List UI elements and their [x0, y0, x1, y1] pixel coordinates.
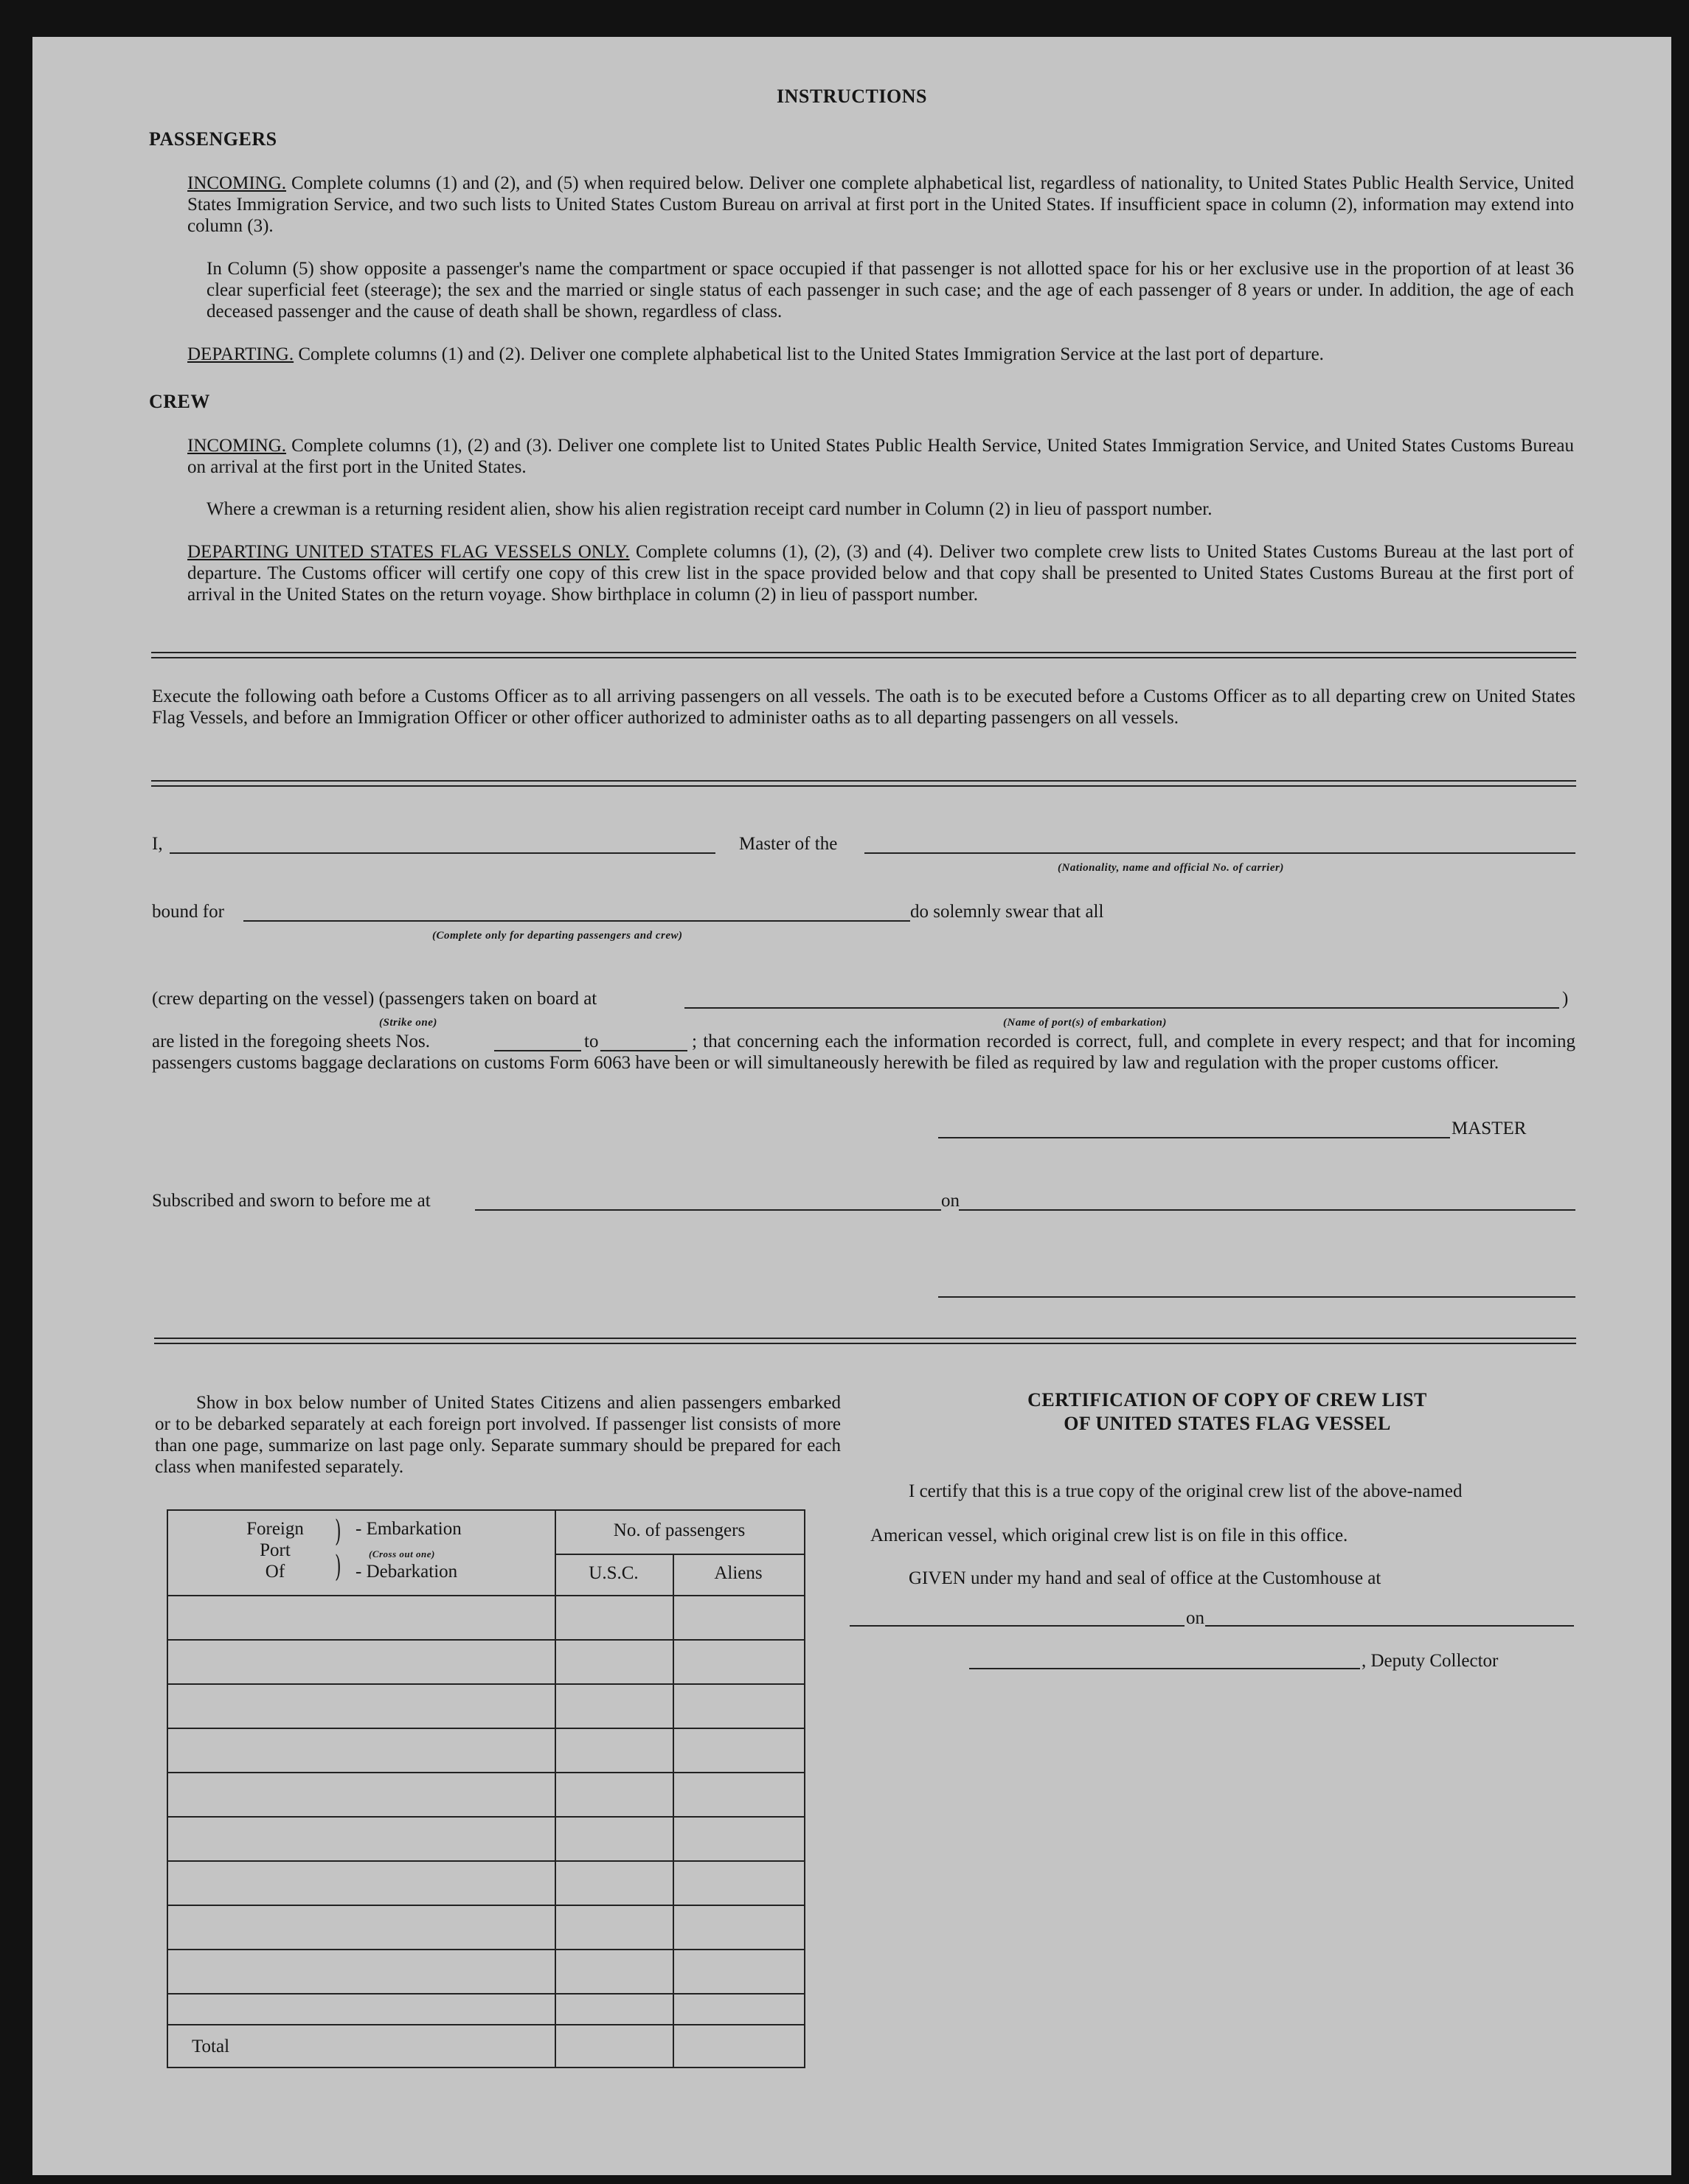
certification-title-line2: OF UNITED STATES FLAG VESSEL	[1064, 1413, 1391, 1434]
certification-title-line1: CERTIFICATION OF COPY OF CREW LIST	[1027, 1389, 1427, 1411]
table-row	[168, 1993, 804, 1995]
column5-paragraph: In Column (5) show opposite a passenger's name the compartment or space occupied if that passenger is not allotted space for his or her exclusive use in the proportion of at least 36 clear superficial feet (steerage); the sex and the married or single status of each passenger in such case; and the age of each passenger of 8 years or under. In addition, the age of each deceased passenger and the cause of death shall be shown, regardless of class.	[207, 259, 1574, 321]
crewman-paragraph: Where a crewman is a returning resident alien, show his alien registration receipt card number in Column (2) in lieu of passport number.	[207, 499, 1213, 519]
master-label: MASTER	[1452, 1119, 1527, 1138]
total-label: Total	[192, 2037, 230, 2056]
bound-note: (Complete only for departing passengers and crew)	[432, 930, 683, 942]
customhouse-place-field[interactable]	[850, 1625, 1185, 1627]
table-row	[168, 1905, 804, 1906]
sworn-on-label: on	[941, 1191, 960, 1211]
table-row	[168, 2024, 804, 2025]
master-name-field[interactable]	[170, 852, 715, 854]
form-page	[32, 37, 1671, 2175]
usc-header: U.S.C.	[589, 1563, 639, 1583]
table-row	[168, 1639, 804, 1641]
table-row	[168, 1860, 804, 1862]
incoming-text: Complete columns (1) and (2), and (5) when required below. Deliver one complete alphabetical list, regardless of nationality, to United States Public Health Service, United States Immigration Service, and two such lists to United States Custom Bureau on arrival at first port in the United States. If insufficient space in column (2), information may extend into column (3).	[187, 173, 1575, 236]
oath-intro: Execute the following oath before a Customs Officer as to all arriving passengers on all vessels. The oath is to be executed before a Customs Officer as to all departing crew on United States Flag Vessels, and before an Immigration Officer or other officer authorized to administer oaths as to all departing passengers on all vessels.	[152, 686, 1575, 728]
subscribed-label: Subscribed and sworn to before me at	[152, 1191, 431, 1211]
nationality-note: (Nationality, name and official No. of carrier)	[1058, 862, 1284, 874]
port-note: (Name of port(s) of embarkation)	[1003, 1017, 1167, 1029]
bound-for-field[interactable]	[243, 920, 910, 922]
embarkation-label: - Embarkation	[356, 1519, 462, 1539]
foreign-label: Foreign	[246, 1519, 304, 1539]
embarkation-port-field[interactable]	[684, 1007, 1559, 1009]
passengers-departing-paragraph	[187, 344, 1574, 365]
crew-incoming-label: INCOMING.	[187, 436, 287, 456]
table-row	[168, 1816, 804, 1818]
port-label: Port	[260, 1540, 291, 1560]
crew-departing-paragraph	[187, 541, 1574, 605]
crew-departing-label: DEPARTING UNITED STATES FLAG VESSELS ONLY.	[187, 542, 630, 562]
debarkation-label: - Debarkation	[356, 1562, 458, 1582]
given-text: GIVEN under my hand and seal of office at the Customhouse at	[909, 1568, 1381, 1588]
header-bottom-rule	[168, 1595, 804, 1596]
crew-heading: CREW	[149, 391, 210, 412]
bound-for-label: bound for	[152, 902, 224, 922]
sworn-date-field[interactable]	[959, 1209, 1575, 1211]
officer-signature-field[interactable]	[938, 1296, 1575, 1298]
departing-text: Complete columns (1) and (2). Deliver one complete alphabetical list to the United States Immigration Service at the last port of departure.	[298, 344, 1324, 364]
oath-i-label: I,	[152, 834, 163, 854]
master-of-label: Master of the	[739, 834, 838, 854]
certification-on-label: on	[1186, 1608, 1204, 1628]
cross-note: (Cross out one)	[369, 1548, 435, 1559]
certify-text: I certify that this is a true copy of the original crew list of the above-named	[909, 1481, 1463, 1501]
crew-departing-oath-label: (crew departing on the vessel) (passengers taken on board at	[152, 989, 597, 1009]
crew-incoming-text: Complete columns (1), (2) and (3). Deliver one complete list to United States Public Health Service, United States Immigration Service, and United States Customs Bureau on arrival at the first port in the United States.	[187, 436, 1574, 477]
passenger-summary-table	[167, 1509, 805, 2068]
master-signature-field[interactable]	[938, 1137, 1450, 1138]
table-divider	[555, 1554, 804, 1555]
incoming-label: INCOMING.	[187, 173, 287, 193]
listed-rest: ; that concerning each the information recorded is correct, full, and complete in every respect; and that for incoming passengers customs baggage declarations on customs Form 6063 have been or will simultaneously herewith be filed as required by law and regulation with the proper customs officer.	[152, 1032, 1575, 1073]
certification-date-field[interactable]	[1205, 1625, 1574, 1627]
aliens-header: Aliens	[714, 1563, 763, 1583]
passengers-heading: PASSENGERS	[149, 128, 277, 150]
swear-label: do solemnly swear that all	[910, 902, 1104, 922]
brace-icon: )	[335, 1550, 341, 1584]
listed-to-label: to	[584, 1032, 599, 1051]
table-row	[168, 1949, 804, 1950]
listed-start: are listed in the foregoing sheets Nos.	[152, 1032, 430, 1051]
separator-double-rule	[154, 1338, 1576, 1344]
instructions-title: INSTRUCTIONS	[777, 86, 927, 107]
crew-incoming-paragraph	[187, 435, 1574, 478]
american-text: American vessel, which original crew list is on file in this office.	[870, 1526, 1348, 1545]
deputy-collector-label: , Deputy Collector	[1362, 1651, 1499, 1671]
table-row	[168, 1772, 804, 1773]
table-row	[168, 1683, 804, 1685]
brace-icon: )	[335, 1514, 341, 1548]
passengers-incoming-paragraph	[187, 173, 1574, 237]
sworn-place-field[interactable]	[475, 1209, 941, 1211]
table-row	[168, 1728, 804, 1729]
of-label: Of	[265, 1562, 285, 1582]
table-divider	[673, 1554, 674, 2067]
carrier-field[interactable]	[864, 852, 1575, 854]
deputy-collector-signature-field[interactable]	[969, 1668, 1360, 1669]
crew-departing-text: Complete columns (1), (2), (3) and (4). Deliver two complete crew lists to United States Customs Bureau at the last port of departure. The Customs officer will certify one copy of this crew list in the space provided below and that copy shall be presented to United States Customs Bureau at the first port of arrival in the United States on the return voyage. Show birthplace in column (2) in lieu of passport number.	[187, 542, 1574, 605]
summary-text: Show in box below number of United States Citizens and alien passengers embarked or to be debarked separately at each foreign port involved. If passenger list consists of more than one page, summarize on last page only. Separate summary should be prepared for each class when manifested separately.	[155, 1393, 841, 1477]
close-paren: )	[1562, 989, 1569, 1009]
strike-note: (Strike one)	[379, 1017, 437, 1029]
separator-double-rule	[151, 652, 1576, 658]
no-of-passengers-header: No. of passengers	[613, 1520, 746, 1540]
departing-label: DEPARTING.	[187, 344, 294, 364]
separator-double-rule	[151, 780, 1576, 787]
